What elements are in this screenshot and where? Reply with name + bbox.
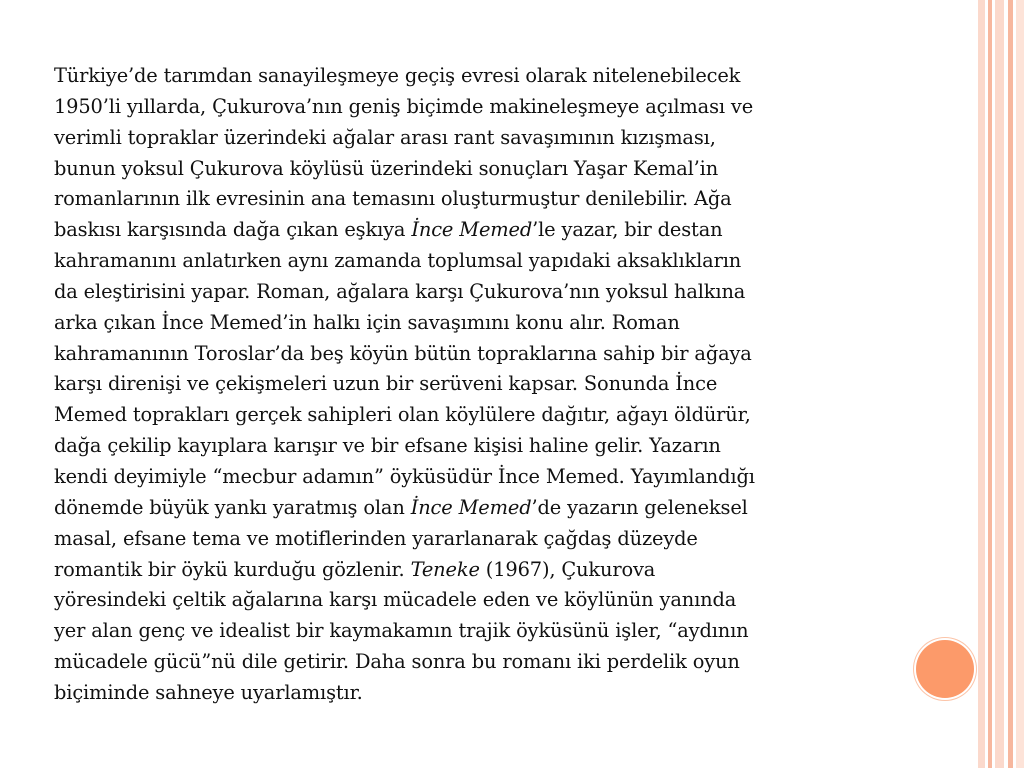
text-line <box>54 493 924 524</box>
text-segment: baskısı karşısında dağa çıkan eşkıya <box>54 218 412 242</box>
text-line <box>54 524 924 555</box>
decorative-stripe <box>1008 0 1013 768</box>
decorative-stripe <box>988 0 992 768</box>
text-segment: karşı direnişi ve çekişmeleri uzun bir serüveni kapsar. Sonunda İnce <box>54 372 718 396</box>
italic-title: İnce Memed <box>411 218 533 242</box>
decorative-stripe <box>978 0 985 768</box>
text-line <box>54 215 924 246</box>
text-segment: ’de yazarın geleneksel <box>531 495 748 519</box>
text-segment: biçiminde sahneye uyarlamıştır. <box>54 680 363 704</box>
text-line <box>54 555 924 586</box>
decorative-stripe <box>1016 0 1024 768</box>
text-line <box>54 123 924 154</box>
text-line <box>54 154 924 185</box>
text-segment: dönemde büyük yankı yaratmış olan <box>54 495 411 519</box>
text-segment: ’le yazar, bir destan <box>532 218 723 242</box>
italic-title: İnce Memed <box>410 495 532 519</box>
text-segment: romantik bir öykü kurduğu gözlenir. <box>54 557 411 581</box>
text-line <box>54 462 924 493</box>
body-paragraph <box>54 61 924 709</box>
text-segment: arka çıkan İnce Memed’in halkı için savaşımını konu alır. Roman <box>54 310 680 334</box>
text-line <box>54 400 924 431</box>
text-segment: dağa çekilip kayıplara karışır ve bir efsane kişisi haline gelir. Yazarın <box>54 434 721 458</box>
text-line <box>54 61 924 92</box>
decorative-stripe <box>995 0 1004 768</box>
text-line <box>54 339 924 370</box>
text-line <box>54 246 924 277</box>
text-segment: verimli topraklar üzerindeki ağalar arası rant savaşımının kızışması, <box>54 125 716 149</box>
text-line <box>54 678 924 709</box>
text-segment: mücadele gücü”nü dile getirir. Daha sonra bu romanı iki perdelik oyun <box>54 650 740 674</box>
text-segment: (1967), Çukurova <box>479 557 656 581</box>
text-segment: kahramanını anlatırken aynı zamanda toplumsal yapıdaki aksaklıkların <box>54 249 742 273</box>
text-line <box>54 369 924 400</box>
text-line <box>54 92 924 123</box>
text-segment: Türkiye’de tarımdan sanayileşmeye geçiş evresi olarak nitelenebilecek <box>54 64 741 87</box>
text-segment: yöresindeki çeltik ağalarına karşı mücadele eden ve köylünün yanında <box>54 588 737 612</box>
text-segment: da eleştirisini yapar. Roman, ağalara karşı Çukurova’nın yoksul halkına <box>54 279 746 303</box>
text-segment: romanlarının ilk evresinin ana temasını oluşturmuştur denilebilir. Ağa <box>54 187 732 211</box>
text-segment: bunun yoksul Çukurova köylüsü üzerindeki sonuçları Yaşar Kemal’in <box>54 156 719 180</box>
text-segment: yer alan genç ve idealist bir kaymakamın trajik öyküsünü işler, “aydının <box>54 619 749 643</box>
text-line <box>54 431 924 462</box>
text-segment: 1950’li yıllarda, Çukurova’nın geniş biçimde makineleşmeye açılması ve <box>54 94 754 118</box>
italic-title: Teneke <box>410 557 480 581</box>
text-segment: kahramanının Toroslar’da beş köyün bütün topraklarına sahip bir ağaya <box>54 341 752 365</box>
text-line <box>54 308 924 339</box>
text-segment: masal, efsane tema ve motiflerinden yararlanarak çağdaş düzeyde <box>54 526 698 550</box>
text-line <box>54 616 924 647</box>
text-line <box>54 277 924 308</box>
text-line <box>54 647 924 678</box>
text-segment: kendi deyimiyle “mecbur adamın” öyküsüdür İnce Memed. Yayımlandığı <box>54 464 755 488</box>
text-line <box>54 585 924 616</box>
text-segment: Memed toprakları gerçek sahipleri olan köylülere dağıtır, ağayı öldürür, <box>54 403 751 427</box>
text-line <box>54 184 924 215</box>
decorative-circle <box>916 640 974 698</box>
